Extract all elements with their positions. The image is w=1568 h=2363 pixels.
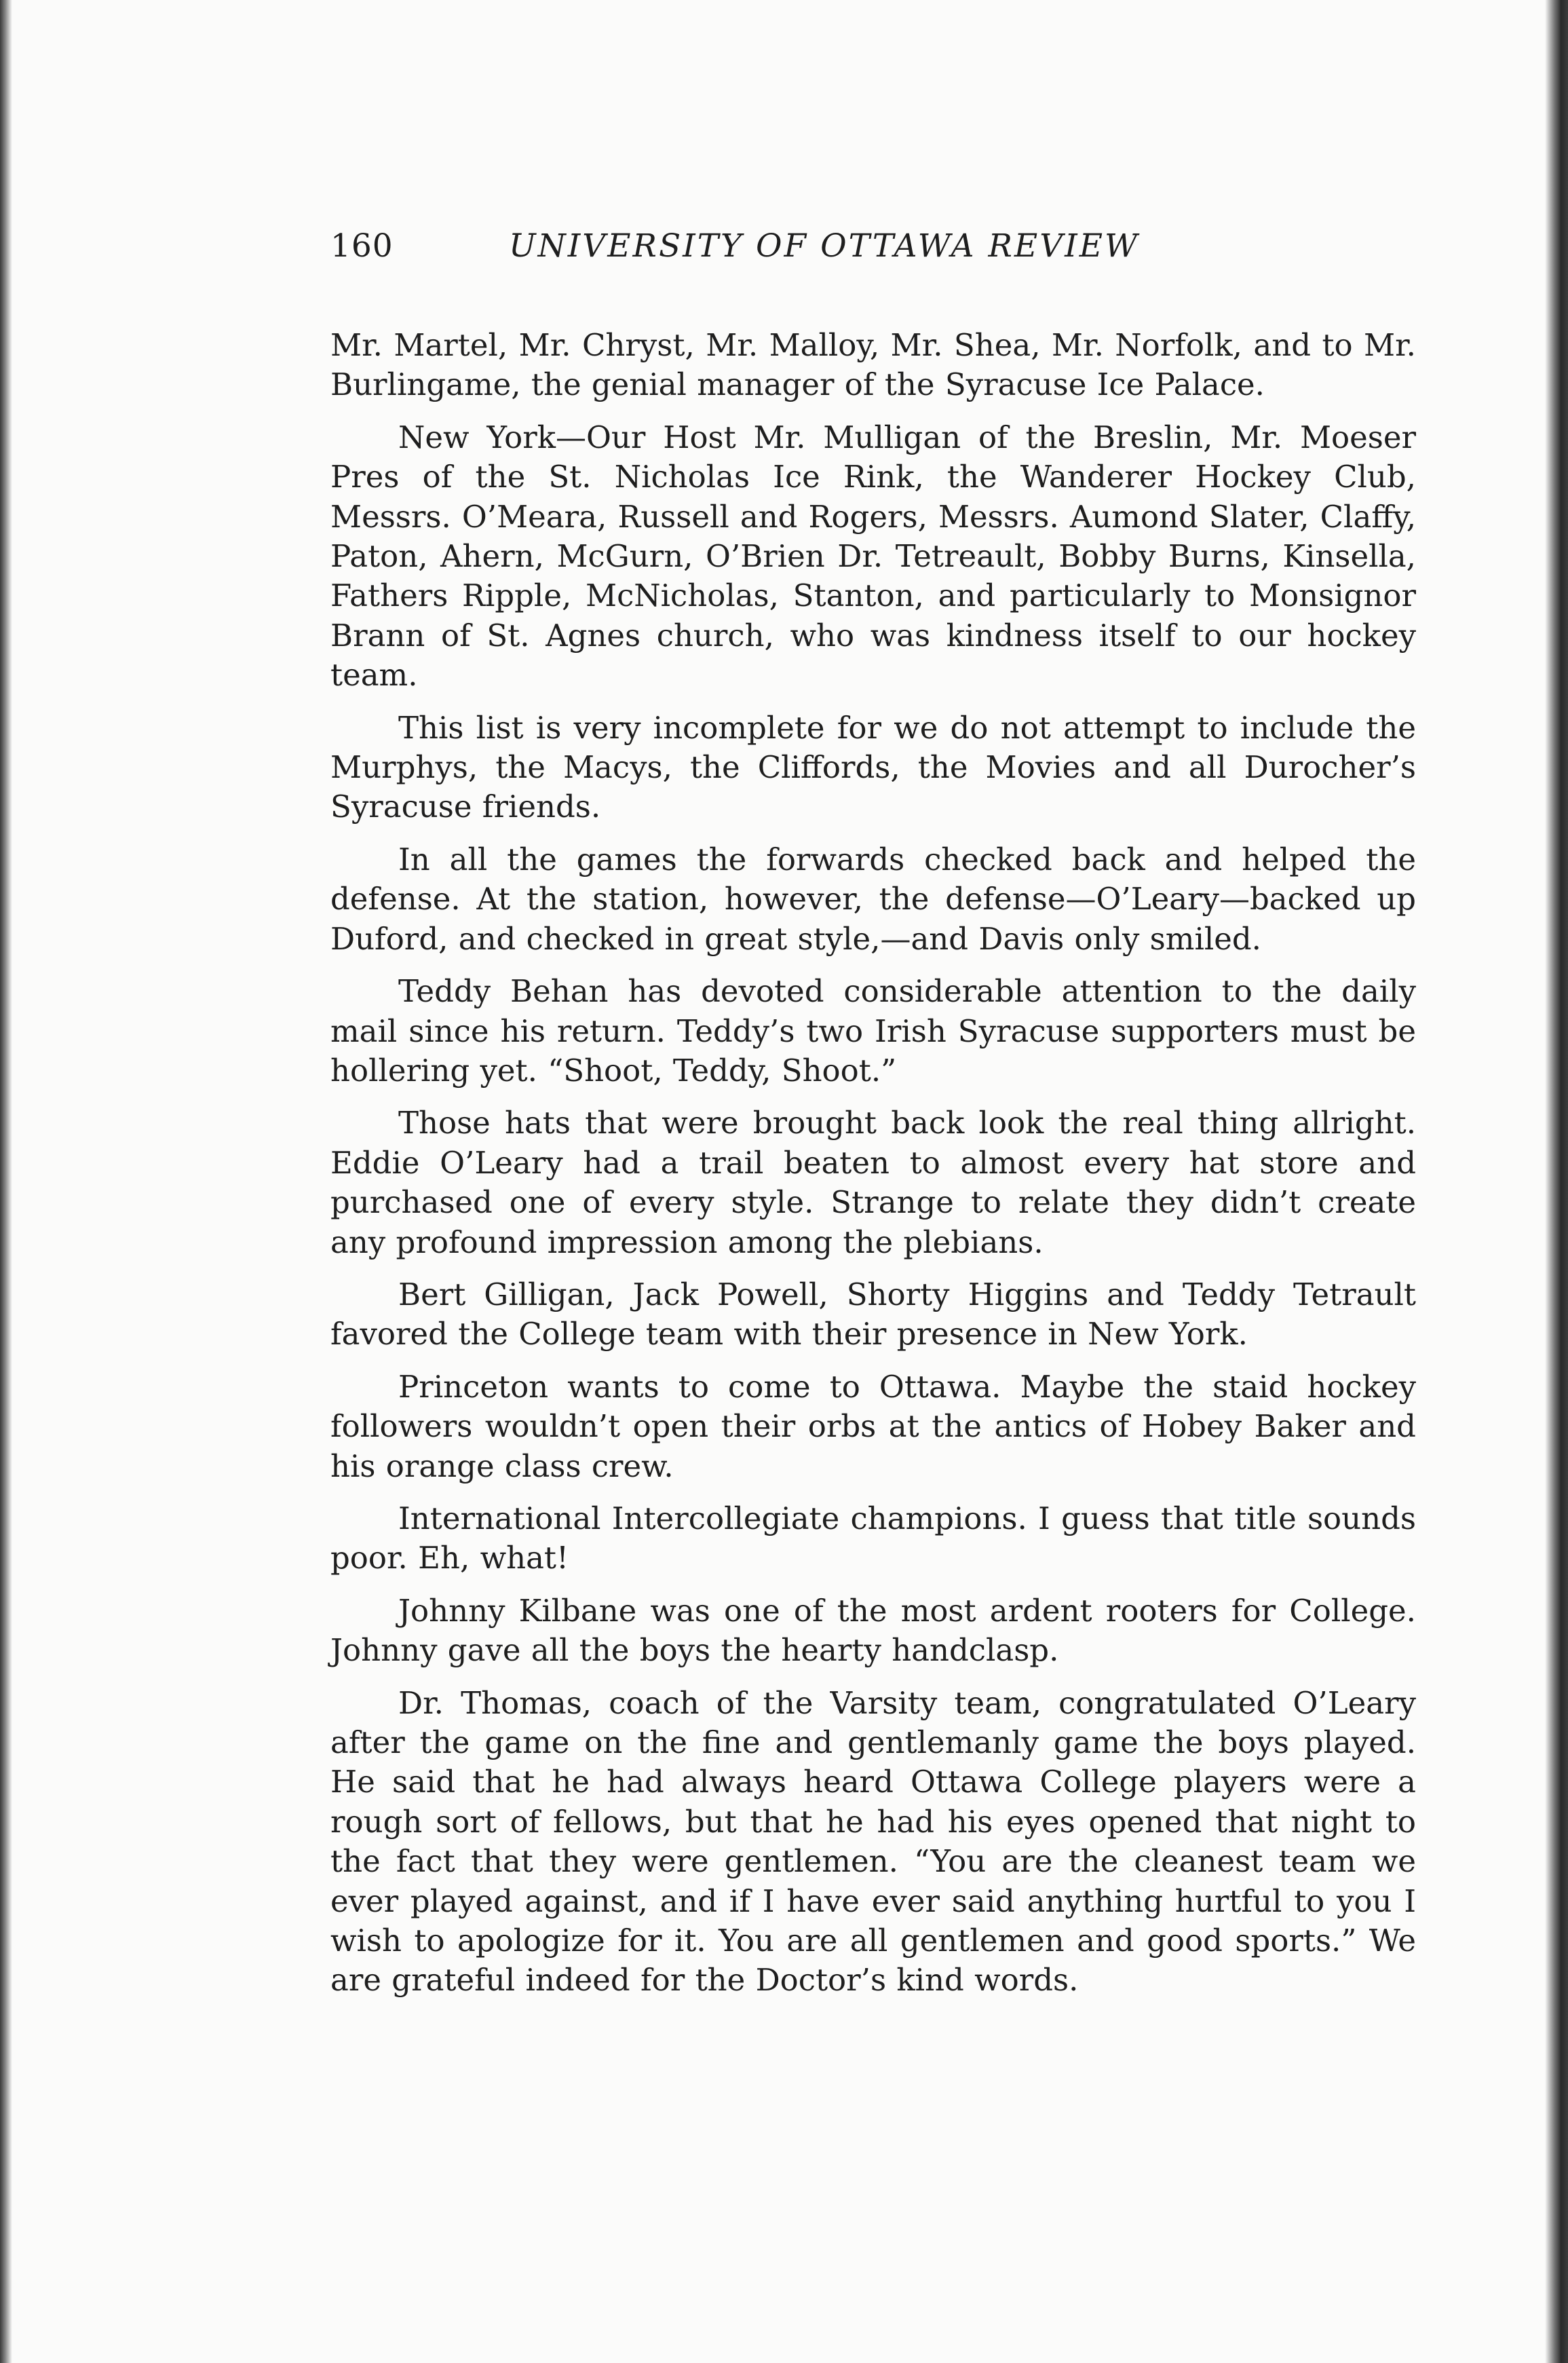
paragraph: In all the games the forwards checked back and helped the defense. At the station, however, the defense—O’Leary—backed up Duford, and checked in great style,—and Davis only smiled. — [330, 841, 1416, 957]
paragraph: Dr. Thomas, coach of the Varsity team, congratulated O’Leary after the game on the fine and gentlemanly game the boys played. He said that he had always heard Ottawa College players were a rough sort of fellows, but that he had his eyes opened that night to the fact that they were gentlemen. “You are the cleanest team we ever played against, and if I have ever said anything hurtful to you I wish to apologize for it. You are all gentlemen and good sports.” We are grateful indeed for the Doctor’s kind words. — [330, 1684, 1416, 1999]
running-title: UNIVERSITY OF OTTAWA REVIEW — [509, 227, 1140, 265]
paragraph: Teddy Behan has devoted considerable attention to the daily mail since his return. Teddy’s two Irish Syracuse supporters must be hollering yet. “Shoot, Teddy, Shoot.” — [330, 973, 1416, 1089]
article-body — [330, 326, 1416, 2001]
page-right-edge-shadow — [1545, 0, 1568, 2363]
paragraph: Bert Gilligan, Jack Powell, Shorty Higgins and Teddy Tetrault favored the College team with their presence in New York. — [330, 1276, 1416, 1353]
page-left-edge-shadow — [0, 0, 12, 2363]
paragraph: International Intercollegiate champions. I guess that title sounds poor. Eh, what! — [330, 1500, 1416, 1576]
paragraph: New York—Our Host Mr. Mulligan of the Breslin, Mr. Moeser Pres of the St. Nicholas Ice Rink, the Wanderer Hockey Club, Messrs. O’Meara, Russell and Rogers, Messrs. Aumond Slater, Claffy, Paton, Ahern, McGurn, O’Brien Dr. Tetreault, Bobby Burns, Kinsella, Fathers Ripple, McNicholas, Stanton, and particularly to Monsignor Brann of St. Agnes church, who was kindness itself to our hockey team. — [330, 419, 1416, 694]
page-header — [330, 227, 1416, 282]
paragraph: Johnny Kilbane was one of the most ardent rooters for College. Johnny gave all the boys the hearty handclasp. — [330, 1592, 1416, 1669]
paragraph: Those hats that were brought back look the real thing allright. Eddie O’Leary had a trail beaten to almost every hat store and purchased one of every style. Strange to relate they didn’t create any profound impression among the plebians. — [330, 1105, 1416, 1260]
paragraph: This list is very incomplete for we do not attempt to include the Murphys, the Macys, the Cliffords, the Movies and all Durocher’s Syracuse friends. — [330, 709, 1416, 825]
page-number: 160 — [330, 227, 394, 265]
paragraph: Mr. Martel, Mr. Chryst, Mr. Malloy, Mr. Shea, Mr. Norfolk, and to Mr. Burlingame, the genial manager of the Syracuse Ice Palace. — [330, 327, 1416, 403]
paragraph: Princeton wants to come to Ottawa. Maybe the staid hockey followers wouldn’t open their orbs at the antics of Hobey Baker and his orange class crew. — [330, 1368, 1416, 1484]
